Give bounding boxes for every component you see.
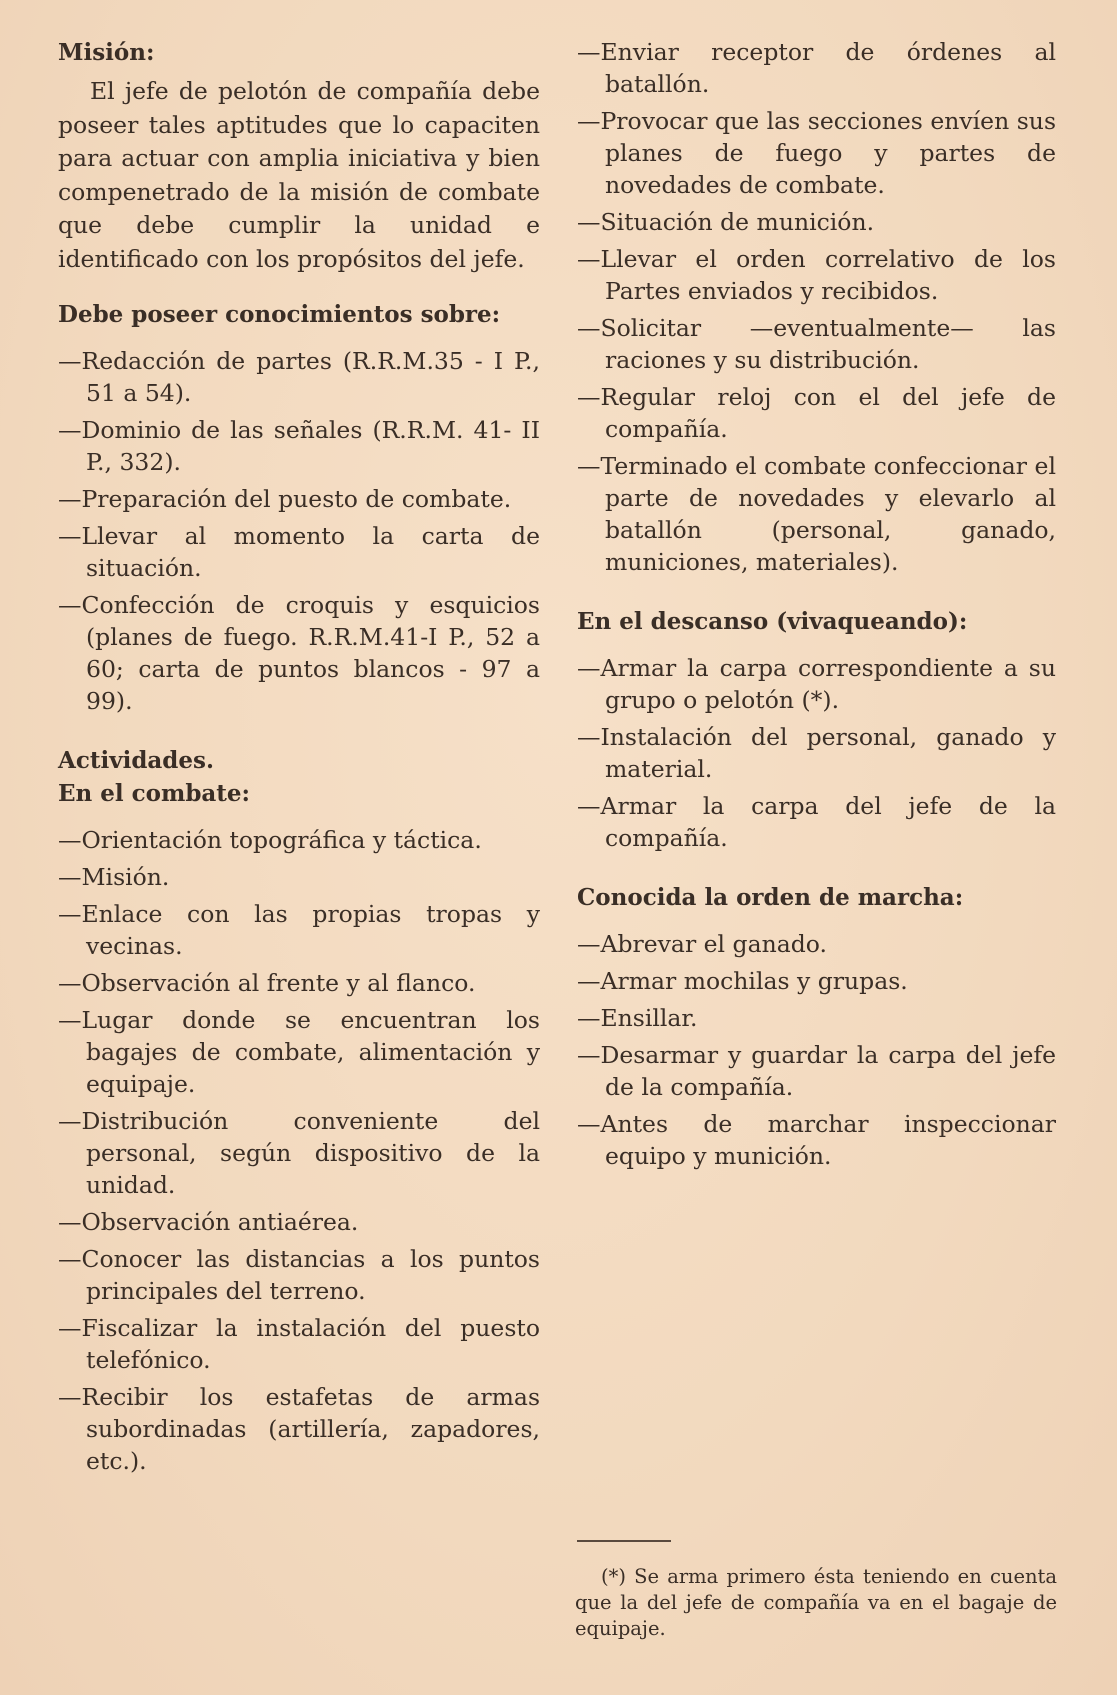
mision-paragraph: El jefe de pelotón de compañía debe poseer tales aptitudes que lo capaciten para actuar con amplia iniciativa y bien compenetrado de la misión de combate que debe cumplir la unidad e identificado con los propósitos del jefe.: [58, 77, 540, 273]
right-column: [577, 36, 1056, 1177]
list-item: —Instalación del personal, ganado y material.: [577, 723, 1056, 783]
list-item: —Solicitar —eventualmente— las raciones y su distribución.: [577, 314, 1056, 374]
footnote-divider: [577, 1540, 671, 1542]
list-item: —Desarmar y guardar la carpa del jefe de la compañía.: [577, 1041, 1056, 1101]
list-item: —Observación al frente y al flanco.: [58, 969, 476, 997]
list-item: —Observación antiaérea.: [58, 1208, 359, 1236]
list-item: —Provocar que las secciones envíen sus planes de fuego y partes de novedades de combate.: [577, 107, 1056, 199]
marcha-list: [577, 928, 1056, 1172]
list-item: —Recibir los estafetas de armas subordinadas (artillería, zapadores, etc.).: [58, 1383, 540, 1475]
conocimientos-heading: Debe poseer conocimientos sobre:: [58, 301, 501, 328]
list-item: —Enviar receptor de órdenes al batallón.: [577, 38, 1056, 98]
list-item: —Preparación del puesto de combate.: [58, 485, 512, 513]
list-item: —Lugar donde se encuentran los bagajes de combate, alimentación y equipaje.: [58, 1006, 540, 1098]
list-item: —Terminado el combate confeccionar el parte de novedades y elevarlo al batallón (personal, ganado, municiones, materiales).: [577, 452, 1056, 576]
list-item: —Llevar el orden correlativo de los Partes enviados y recibidos.: [577, 245, 1056, 305]
footnote: (*) Se arma primero ésta teniendo en cuenta que la del jefe de compañía va en el bagaje de equipaje.: [575, 1565, 1057, 1640]
list-item: —Dominio de las señales (R.R.M. 41- II P., 332).: [58, 416, 540, 476]
conocimientos-list: [58, 345, 540, 717]
list-item: —Abrevar el ganado.: [577, 930, 827, 958]
list-item: —Llevar al momento la carta de situación.: [58, 522, 540, 582]
list-item: —Situación de munición.: [577, 208, 875, 236]
left-column: [58, 36, 540, 1482]
list-item: —Orientación topográfica y táctica.: [58, 826, 482, 854]
combate-continued-list: [577, 36, 1056, 578]
list-item: —Enlace con las propias tropas y vecinas.: [58, 900, 540, 960]
list-item: —Fiscalizar la instalación del puesto telefónico.: [58, 1314, 540, 1374]
list-item: —Misión.: [58, 863, 170, 891]
list-item: —Confección de croquis y esquicios (planes de fuego. R.R.M.41-I P., 52 a 60; carta de puntos blancos - 97 a 99).: [58, 591, 540, 715]
list-item: —Antes de marchar inspeccionar equipo y munición.: [577, 1110, 1056, 1170]
combate-heading: En el combate:: [58, 780, 251, 807]
list-item: —Ensillar.: [577, 1004, 698, 1032]
actividades-heading: Actividades.: [58, 747, 214, 774]
list-item: —Armar la carpa correspondiente a su grupo o pelotón (*).: [577, 654, 1056, 714]
list-item: —Conocer las distancias a los puntos principales del terreno.: [58, 1245, 540, 1305]
mision-heading: Misión:: [58, 39, 155, 66]
combate-list: [58, 824, 540, 1477]
list-item: —Regular reloj con el del jefe de compañía.: [577, 383, 1056, 443]
list-item: —Armar mochilas y grupas.: [577, 967, 908, 995]
list-item: —Redacción de partes (R.R.M.35 - I P., 51 a 54).: [58, 347, 540, 407]
descanso-list: [577, 652, 1056, 854]
list-item: —Armar la carpa del jefe de la compañía.: [577, 792, 1056, 852]
marcha-heading: Conocida la orden de marcha:: [577, 884, 964, 911]
descanso-heading: En el descanso (vivaqueando):: [577, 608, 968, 635]
list-item: —Distribución conveniente del personal, según dispositivo de la unidad.: [58, 1107, 540, 1199]
